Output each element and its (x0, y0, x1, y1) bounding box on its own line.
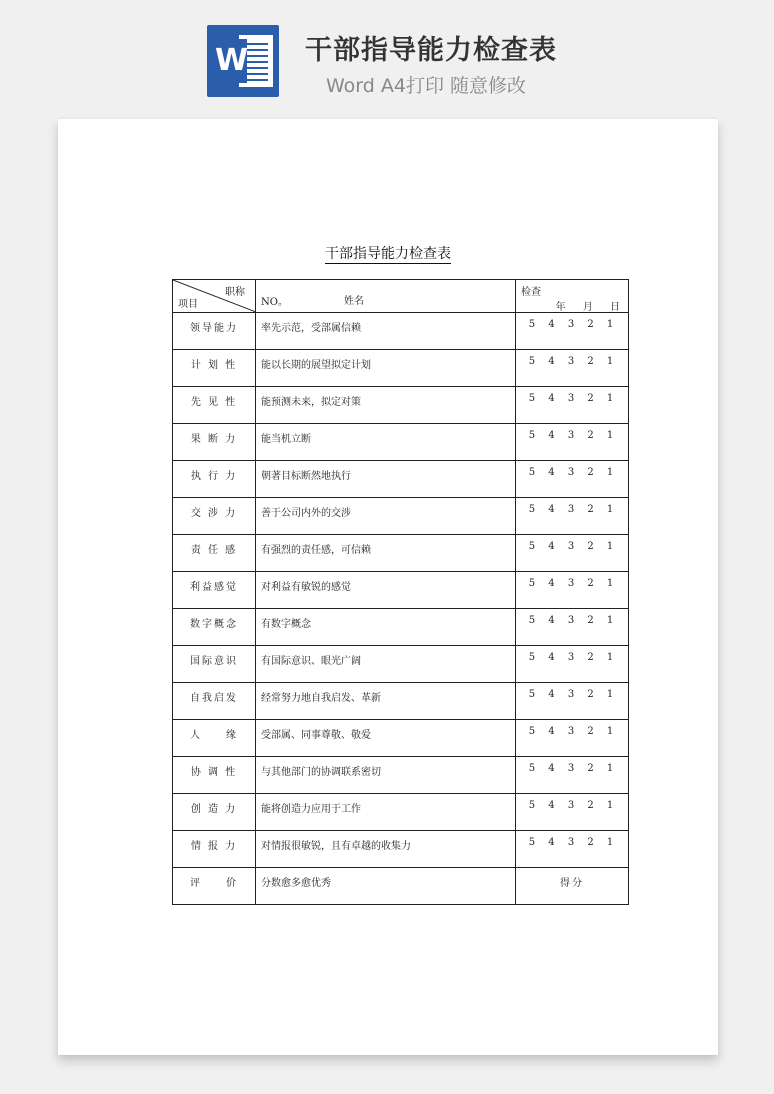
table-row (173, 794, 629, 831)
banner-subtitle: Word A4打印 随意修改 (326, 75, 527, 97)
description-cell: 能预测未来，拟定对策 (256, 387, 516, 424)
table-header-row (173, 280, 629, 313)
name-label: 姓名 (344, 296, 364, 307)
item-cell: 果 断 力 (173, 424, 256, 461)
table-row (173, 350, 629, 387)
table-row (173, 609, 629, 646)
item-cell: 协 调 性 (173, 757, 256, 794)
table-row (173, 757, 629, 794)
document-page (58, 119, 718, 1055)
score-cell: 5 4 3 2 1 (516, 350, 629, 387)
no-label: NO。 (261, 297, 288, 308)
evaluation-score-cell: 得分 (516, 868, 629, 905)
score-cell: 5 4 3 2 1 (516, 831, 629, 868)
header-title-label: 职称 (225, 287, 245, 298)
item-cell: 执 行 力 (173, 461, 256, 498)
banner (0, 0, 774, 110)
description-cell: 朝著目标断然地执行 (256, 461, 516, 498)
score-cell: 5 4 3 2 1 (516, 461, 629, 498)
description-cell: 有强烈的责任感，可信赖 (256, 535, 516, 572)
score-cell: 5 4 3 2 1 (516, 646, 629, 683)
description-cell: 善于公司内外的交涉 (256, 498, 516, 535)
evaluation-desc-cell: 分数愈多愈优秀 (256, 868, 516, 905)
check-header-cell (516, 280, 629, 313)
item-cell: 创 造 力 (173, 794, 256, 831)
description-cell: 率先示范，受部属信赖 (256, 313, 516, 350)
score-cell: 5 4 3 2 1 (516, 387, 629, 424)
table-row (173, 424, 629, 461)
table-row (173, 831, 629, 868)
evaluation-label-cell: 评 价 (173, 868, 256, 905)
item-cell: 交 涉 力 (173, 498, 256, 535)
word-icon-letter: W (215, 39, 247, 83)
description-cell: 有国际意识、眼光广阔 (256, 646, 516, 683)
description-cell: 与其他部门的协调联系密切 (256, 757, 516, 794)
table-row (173, 461, 629, 498)
document-title (58, 243, 718, 263)
score-cell: 5 4 3 2 1 (516, 757, 629, 794)
evaluation-row (173, 868, 629, 905)
table-row (173, 646, 629, 683)
item-cell: 数字概念 (173, 609, 256, 646)
score-cell: 5 4 3 2 1 (516, 535, 629, 572)
item-cell: 情 报 力 (173, 831, 256, 868)
description-cell: 能当机立断 (256, 424, 516, 461)
check-table (172, 279, 629, 905)
description-cell: 对利益有敏锐的感觉 (256, 572, 516, 609)
description-cell: 经常努力地自我启发、革新 (256, 683, 516, 720)
score-cell: 5 4 3 2 1 (516, 720, 629, 757)
score-cell: 5 4 3 2 1 (516, 313, 629, 350)
date-label: 年 月 日 (555, 302, 620, 313)
score-cell: 5 4 3 2 1 (516, 498, 629, 535)
item-cell: 责 任 感 (173, 535, 256, 572)
table-row (173, 683, 629, 720)
description-cell: 有数字概念 (256, 609, 516, 646)
diag-header-cell (173, 280, 256, 313)
table-row (173, 535, 629, 572)
item-cell: 利益感觉 (173, 572, 256, 609)
description-cell: 能以长期的展望拟定计划 (256, 350, 516, 387)
table-row (173, 498, 629, 535)
item-cell: 计 划 性 (173, 350, 256, 387)
table-row (173, 572, 629, 609)
name-header-cell (256, 280, 516, 313)
score-cell: 5 4 3 2 1 (516, 609, 629, 646)
description-cell: 能将创造力应用于工作 (256, 794, 516, 831)
check-label: 检查 (521, 287, 541, 298)
description-cell: 受部属、同事尊敬、敬爱 (256, 720, 516, 757)
word-icon (207, 25, 279, 97)
score-cell: 5 4 3 2 1 (516, 683, 629, 720)
description-cell: 对情报很敏锐，且有卓越的收集力 (256, 831, 516, 868)
score-cell: 5 4 3 2 1 (516, 794, 629, 831)
item-cell: 国际意识 (173, 646, 256, 683)
table-row (173, 313, 629, 350)
banner-title: 干部指导能力检查表 (305, 35, 557, 66)
item-cell: 自我启发 (173, 683, 256, 720)
table-row (173, 720, 629, 757)
item-cell: 先 见 性 (173, 387, 256, 424)
table-row (173, 387, 629, 424)
document-title-text: 干部指导能力检查表 (325, 246, 451, 262)
item-cell: 人 缘 (173, 720, 256, 757)
score-cell: 5 4 3 2 1 (516, 424, 629, 461)
header-item-label: 项目 (178, 299, 198, 310)
score-cell: 5 4 3 2 1 (516, 572, 629, 609)
item-cell: 领导能力 (173, 313, 256, 350)
